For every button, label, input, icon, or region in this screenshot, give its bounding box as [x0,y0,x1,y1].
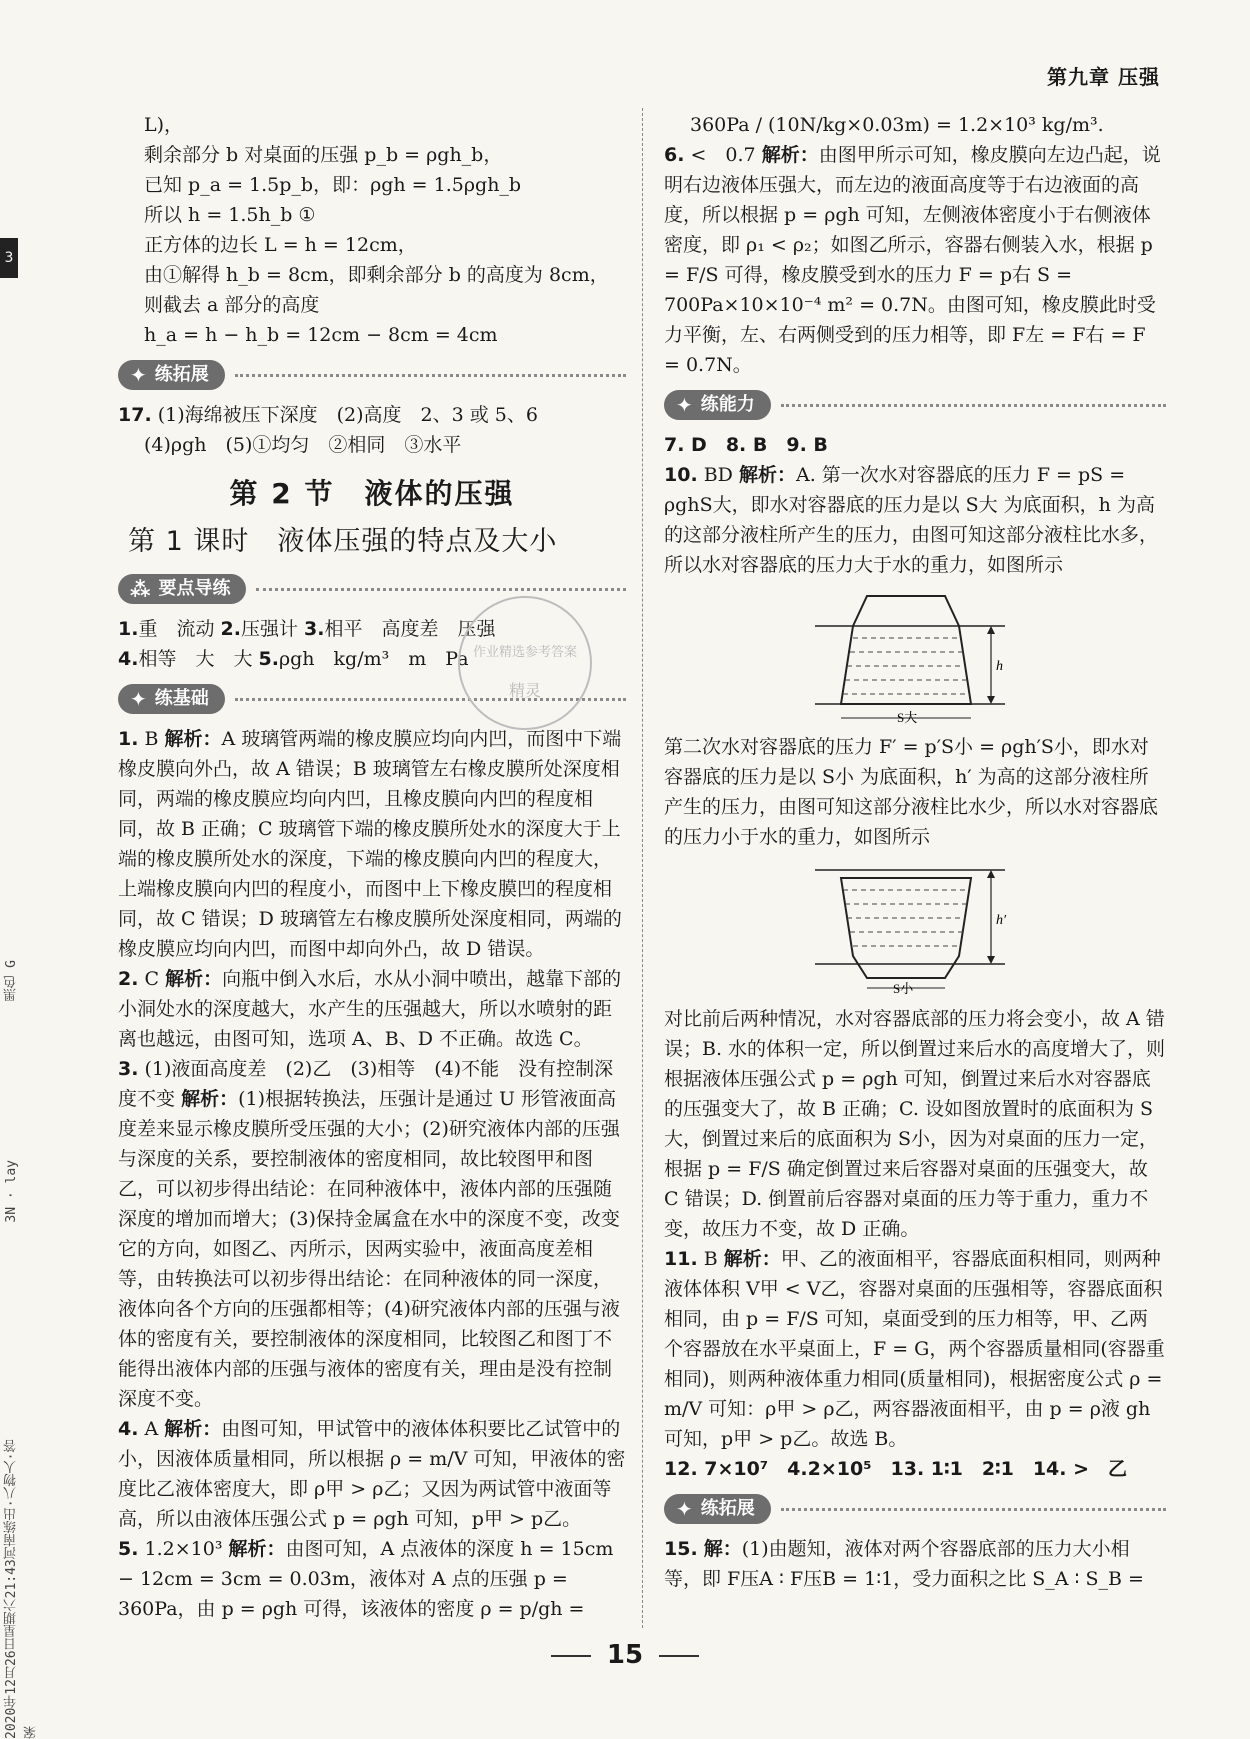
right-column [664,110,1166,1594]
answer-choice: C [144,968,160,990]
container-figure-upright [795,588,1035,724]
analysis-label: 解析： [165,968,223,990]
analysis-label: 解析： [738,464,796,486]
question-number: 1. [118,618,139,640]
answer-choice: B [144,728,159,750]
text-line: 正方体的边长 L = h = 12cm， [144,234,417,256]
banner-label: 要点导练 [158,578,231,599]
chapter-title: 压强 [1118,65,1160,89]
answer-choice: 1.2×10³ [144,1538,223,1560]
answer-choice: < 0.7 [690,144,756,166]
text-line: 已知 p_a = 1.5p_b，即：ρgh = 1.5ρgh_b [144,174,522,196]
banner-dots [781,404,1166,407]
question-number: 2. [220,618,241,640]
chapter-label: 第九章 [1047,65,1111,89]
text-line: L)， [144,114,184,136]
analysis-label: 解析： [228,1538,286,1560]
banner-pill [118,574,246,604]
banner-dots [256,588,626,591]
analysis-text: 甲、乙的液面相平，容器底面积相同，则两种液体体积 V甲 < V乙，容器对桌面的压强相等，容器底面积相同，由 p = F/S 可知，桌面受到的压力相等，甲、乙两个容器放在水平桌面上，F = G，两个容器质量相同(容器重相同)，则两种液体重力相同(质量相同)，根据密度公式 ρ = m/V 可知：ρ甲 > ρ乙，两容器液面相平，由 p = ρ液 gh 可知，p甲 > p乙。故选 B。 [664,1248,1165,1450]
question-number: 3. [118,1058,139,1080]
answer-text: (1)海绵被压下深度 (2)高度 2、3 或 5、6 [157,404,538,426]
answer-text: ρgh kg/m³ m Pa [278,648,469,670]
answer-text: 重 流动 [138,618,215,640]
section-title: 第 2 节 液体的压强 [229,477,515,510]
text-line: 由①解得 h_b = 8cm，即剩余部分 b 的高度为 8cm， [144,264,609,286]
question-10 [664,460,1166,580]
text-line: 则截去 a 部分的高度 [144,294,320,316]
chapter-header [1047,62,1160,92]
side-print-text-c: 2020年12月26日星期六21:43河南练出·八物人·答案 [4,1439,39,1739]
question-number: 10. [664,464,698,486]
analysis-text: A 玻璃管两端的橡皮膜应均向内凹，而图中下端橡皮膜向外凸，故 A 错误；B 玻璃管左右橡皮膜所处深度相同，两端的橡皮膜应均向内凹，且橡皮膜向内凹的程度相同，故 B 正确；C 玻璃管下端的橡皮膜所处水的深度大于上端的橡皮膜所处水的深度，下端的橡皮膜向内凹的程度大，上端橡皮膜向内凹的程度小，而图中上下橡皮膜凹的程度相同，故 C 错误；D 玻璃管左右橡皮膜所处深度相同，两端的橡皮膜应均向内凹，而图中却向外凸，故 D 错误。 [118,728,622,960]
question-3 [118,1054,626,1414]
analysis-text: 由图可知，A 点液体的深度 h = 15cm − 12cm = 3cm = 0.03m，液体对 A 点的压强 p = 360Pa，由 p = ρgh 可得，该液体的密度 ρ = p/gh = [118,1538,614,1620]
analysis-text: 由图甲所示可知，橡皮膜向左边凸起，说明右边液体压强大，而左边的液面高度等于右边液面的高度，所以根据 p = ρgh 可知，左侧液体密度小于右侧液体密度，即 ρ₁ < ρ₂；如图乙所示，容器右侧装入水，根据 p = F/S 可得，橡皮膜受到水的压力 F = p右 S = 700Pa×10×10⁻⁴ m² = 0.7N。由图可知，橡皮膜此时受力平衡，左、右两侧受到的压力相等，即 F左 = F右 = F = 0.7N。 [664,144,1161,376]
text-line: 所以 h = 1.5h_b ① [144,204,316,226]
answer-choice: BD [703,464,733,486]
question-15 [664,1534,1166,1594]
analysis-text: 对比前后两种情况，水对容器底部的压力将会变小，故 A 错误；B. 水的体积一定，所以倒置过来后水的高度增大了，则根据液体压强公式 p = ρgh 可知，倒置过来后水对容器底的压强变大了，故 B 正确；C. 设如图放置时的底面积为 S大，倒置过来后的底面积为 S小，因为对桌面的压力一定，根据 p = F/S 确定倒置过来后容器对桌面的压强变大，故 C 错误；D. 倒置前后容器对桌面的压力等于重力，重力不变，故压力不变，故 D 正确。 [664,1008,1166,1240]
footer-dash [551,1655,591,1657]
analysis-label: 解析： [164,728,222,750]
question-2 [118,964,626,1054]
runner-icon: ✦ [676,393,693,417]
question-number: 17. [118,404,152,426]
analysis-text: 第二次水对容器底的压力 F′ = p′S小 = ρgh′S小，即水对容器底的压力是以 S小 为底面积，h′ 为高的这部分液柱所产生的压力，由图可知这部分液柱比水少，所以水对容器底的压力小于水的重力，如图所示 [664,736,1159,848]
question-number: 2. [118,968,139,990]
banner-dots [235,374,626,377]
question-5 [118,1534,626,1624]
side-print-text-b: 3N · lay [4,1160,19,1223]
solution-text: (1)由题知，液体对两个容器底部的压力大小相等，即 F压A ∶ F压B = 1∶1，受力面积之比 S_A ∶ S_B = [664,1538,1144,1590]
answer-text: 相平 高度差 压强 [324,618,496,640]
figure-label-h-prime: h′ [996,913,1007,928]
question-number: 3. [304,618,325,640]
answer-choice: (1)液面高度差 (2)乙 (3)相等 (4)不能 没有控制深度不变 [118,1058,614,1110]
banner-pill [664,1494,771,1524]
question-number: 4. [118,648,139,670]
section-banner [664,388,1166,422]
text-line: h_a = h − h_b = 12cm − 8cm = 4cm [144,324,498,346]
banner-pill [118,360,225,390]
banner-label: 练能力 [700,394,755,415]
runner-icon: ✦ [130,687,147,711]
question-6 [664,140,1166,380]
banner-label: 练拓展 [154,364,209,385]
question-number: 15. [664,1538,698,1560]
left-column [118,110,626,1624]
question-4 [118,1414,626,1534]
figure-label-s: S大 [897,710,918,724]
q5-continuation: 360Pa / (10N/kg×0.03m) = 1.2×10³ kg/m³. [690,114,1104,136]
stamp-text: 作业精选参考答案 [472,645,577,660]
question-number: 5. [118,1538,139,1560]
question-number: 1. [118,728,139,750]
page-number-footer [0,1640,1250,1670]
question-number: 4. [118,1418,139,1440]
grid-icon: ⁂ [130,577,151,601]
banner-pill [118,684,225,714]
banner-pill [664,390,771,420]
analysis-label: 解析： [761,144,819,166]
analysis-label: 解析： [181,1088,239,1110]
stamp-text: 精灵 [508,681,541,700]
question-number: 6. [664,144,685,166]
analysis-text: 向瓶中倒入水后，水从小洞中喷出，越靠下部的小洞处水的深度越大，水产生的压强越大，所以水喷射的距离也越远，由图可知，选项 A、B、D 不正确。故选 C。 [118,968,622,1050]
figure-label-s-small: S小 [893,981,914,996]
column-divider [642,108,643,1628]
answer-text: 压强计 [240,618,298,640]
answer-choice: A [144,1418,159,1440]
banner-dots [781,1508,1166,1511]
solution-label: 解： [703,1538,742,1560]
side-print-text-a: 黑色 G [4,960,19,1002]
section-banner [664,1492,1166,1526]
banner-label: 练基础 [154,688,209,709]
questions-7-9: 7. D 8. B 9. B [664,434,828,456]
answer-text: (4)ρgh (5)①均匀 ②相同 ③水平 [144,434,462,456]
analysis-label: 解析： [723,1248,781,1270]
figure-label-h: h [996,659,1003,674]
question-number: 5. [258,648,279,670]
answer-text: 相等 大 大 [138,648,253,670]
edge-mark: 3 [0,238,18,278]
analysis-text: A. 第一次水对容器底的压力 F = pS = ρghS大，即水对容器底的压力是以 S大 为底面积，h 为高的这部分液柱所产生的压力，由图可知这部分液柱比水多，所以水对容器底的压力大于水的重力，如图所示 [664,464,1159,576]
analysis-text: 由图可知，甲试管中的液体体积要比乙试管中的小，因液体质量相同，所以根据 ρ = m/V 可知，甲液体的密度比乙液体密度大，即 ρ甲 > ρ乙；又因为两试管中液面等高，所以由液体压强公式 p = ρgh 可知，p甲 > p乙。 [118,1418,626,1530]
question-11 [664,1244,1166,1454]
runner-icon: ✦ [130,363,147,387]
question-1 [118,724,626,964]
runner-icon: ✦ [676,1497,693,1521]
lesson-title: 第 1 课时 液体压强的特点及大小 [128,526,558,557]
question-17 [118,400,626,430]
answer-choice: B [703,1248,718,1270]
text-line: 剩余部分 b 对桌面的压强 p_b = ρgh_b， [144,144,503,166]
page-number: 15 [606,1640,644,1670]
analysis-label: 解析： [164,1418,222,1440]
footer-dash [659,1655,699,1657]
watermark-stamp [458,596,592,730]
question-number: 11. [664,1248,698,1270]
analysis-text: (1)根据转换法，压强计是通过 U 形管液面高度差来显示橡皮膜所受压强的大小；(2)研究液体内部的压强与深度的关系，要控制液体的密度相同，故比较图甲和图乙，可以初步得出结论：在同种液体中，液体内部的压强随深度的增加而增大；(3)保持金属盒在水中的深度不变，改变它的方向，如图乙、丙所示，因两实验中，液面高度差相等，由转换法可以初步得出结论：在同种液体的同一深度，液体向各个方向的压强都相等；(4)研究液体内部的压强与液体的密度有关，要控制液体的深度相同，比较图乙和图丁不能得出液体内部的压强与液体的密度有关，理由是没有控制深度不变。 [118,1088,620,1410]
questions-12-14: 12. 7×10⁷ 4.2×10⁵ 13. 1∶1 2∶1 14. > 乙 [664,1458,1128,1480]
container-figure-inverted [795,860,1035,996]
banner-label: 练拓展 [700,1498,755,1519]
section-banner [118,358,626,392]
